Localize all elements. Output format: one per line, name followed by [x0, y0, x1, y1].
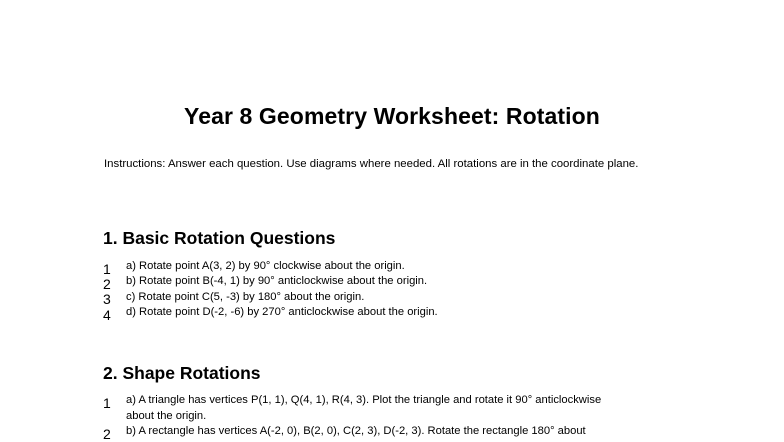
question-number: 2	[103, 276, 111, 292]
question-text: b) A rectangle has vertices A(-2, 0), B(2, 0), C(2, 3), D(-2, 3). Rotate the rectangle 180° about	[126, 425, 586, 437]
instructions-text: Instructions: Answer each question. Use diagrams where needed. All rotations are in the coordinate plane.	[104, 158, 639, 170]
question-number: 2	[103, 426, 111, 442]
question-number: 1	[103, 261, 111, 277]
page-title: Year 8 Geometry Worksheet: Rotation	[184, 103, 600, 129]
question-text: d) Rotate point D(-2, -6) by 270° anticlockwise about the origin.	[126, 306, 438, 318]
question-text: b) Rotate point B(-4, 1) by 90° anticlockwise about the origin.	[126, 275, 428, 287]
question-text: a) Rotate point A(3, 2) by 90° clockwise about the origin.	[126, 260, 405, 272]
question-number: 4	[103, 307, 111, 323]
question-text: c) Rotate point C(5, -3) by 180° about the origin.	[126, 291, 365, 303]
section-heading-shape-rotations: 2. Shape Rotations	[103, 363, 261, 383]
section-heading-basic-rotation: 1. Basic Rotation Questions	[103, 228, 336, 248]
question-text: a) A triangle has vertices P(1, 1), Q(4, 1), R(4, 3). Plot the triangle and rotate it 90° anticlockwise about the origin.	[126, 394, 602, 422]
question-number: 3	[103, 291, 111, 307]
question-number: 1	[103, 395, 111, 411]
